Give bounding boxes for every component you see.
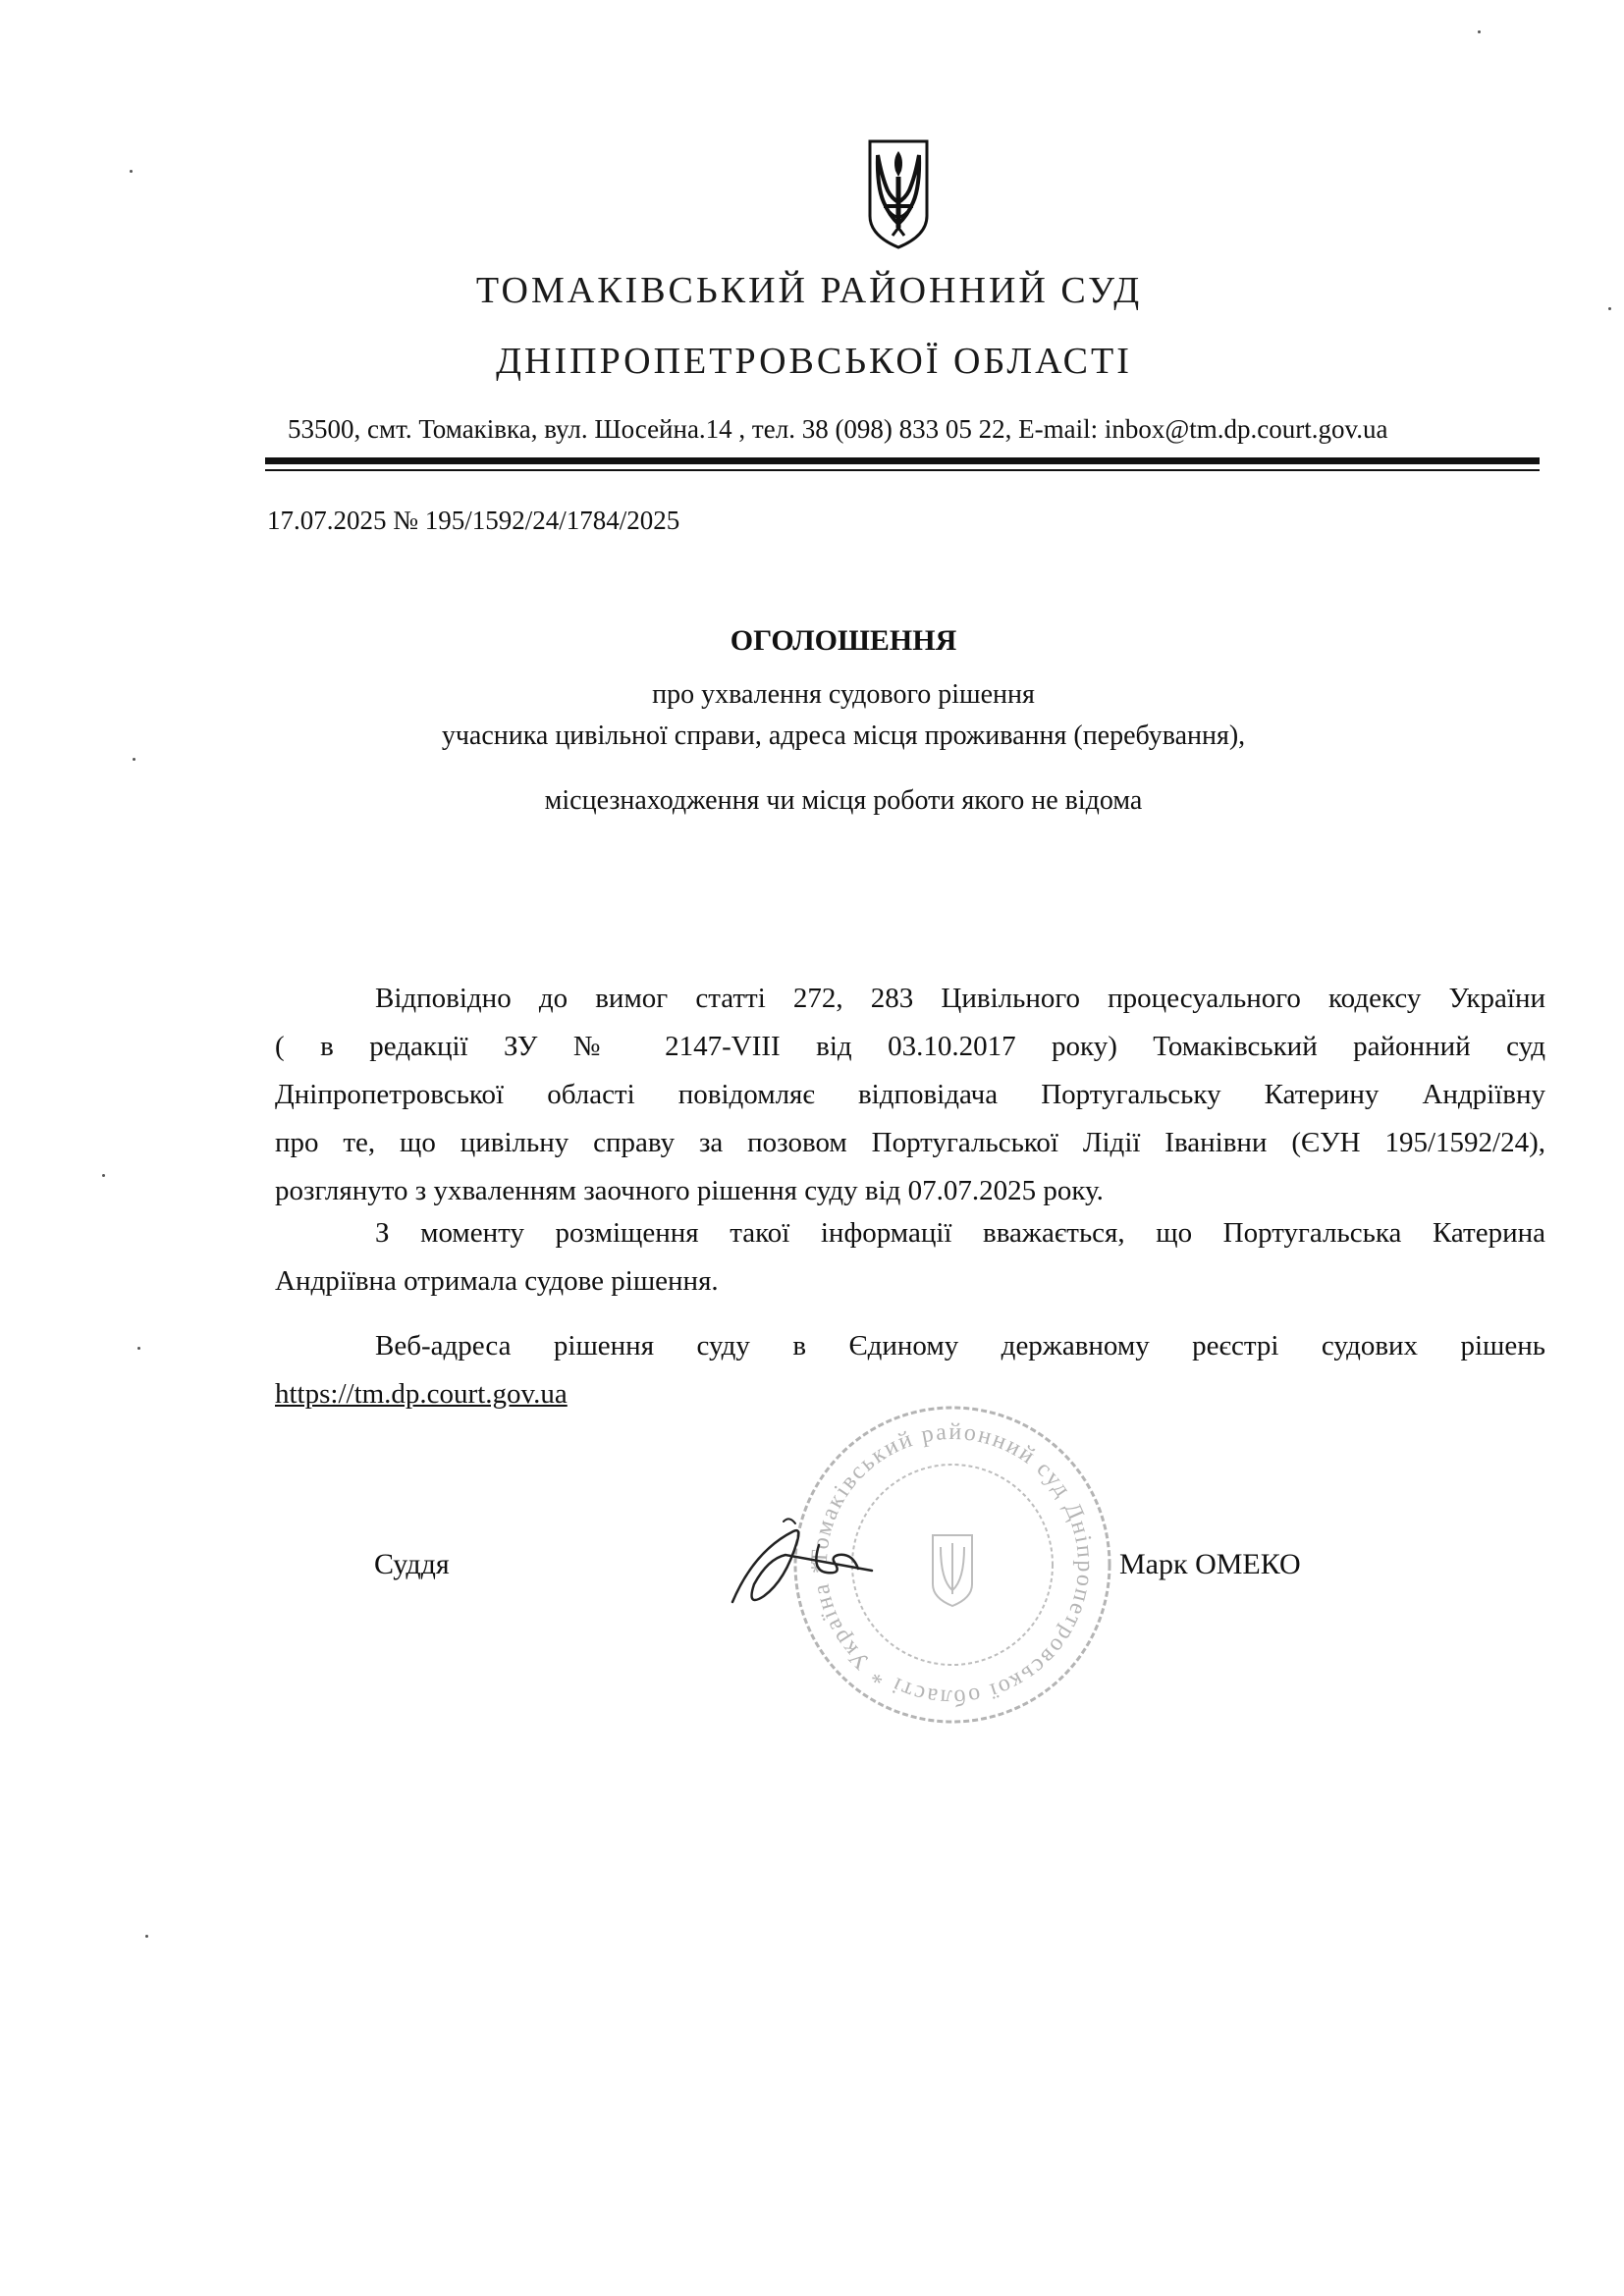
scan-speck [130, 170, 133, 173]
stamp-text: Томаківський районний суд Дніпропетровської області * Україна * [806, 1418, 1099, 1711]
court-name-line2: ДНІПРОПЕТРОВСЬКОЇ ОБЛАСТІ [496, 341, 1132, 382]
notice-title: ОГОЛОШЕННЯ [730, 624, 957, 657]
paragraph-1-line: Дніпропетровської області повідомляє відповідача Португальську Катерину Андріївну [275, 1079, 1545, 1110]
scan-speck [1478, 30, 1481, 33]
notice-subtitle-line2: учасника цивільної справи, адреса місця проживання (перебування), [441, 721, 1246, 751]
scan-speck [145, 1935, 148, 1938]
scan-speck [102, 1174, 105, 1177]
trident-emblem-icon [864, 137, 933, 251]
signer-name: Марк ОМЕКО [1119, 1548, 1301, 1580]
paragraph-3-line: Веб-адреса рішення суду в Єдиному державному реєстрі судових рішень [375, 1330, 1545, 1362]
notice-subtitle-line1: про ухвалення судового рішення [652, 679, 1035, 710]
paragraph-2-line: З моменту розміщення такої інформації вважається, що Португальська Катерина [375, 1217, 1545, 1249]
scan-speck [137, 1347, 140, 1350]
header-rule-thick [265, 457, 1540, 464]
handwritten-signature-icon [725, 1512, 892, 1620]
paragraph-2 [275, 1209, 1545, 1306]
paragraph-1-line: розглянуто з ухваленням заочного рішення суду від 07.07.2025 року. [275, 1175, 1104, 1206]
court-website-link[interactable]: https://tm.dp.court.gov.ua [275, 1378, 568, 1410]
scan-speck [133, 758, 135, 761]
paragraph-1-line: ( в редакції ЗУ № 2147-VIII від 03.10.2017 року) Томаківський районний суд [275, 1031, 1545, 1062]
outgoing-number: 17.07.2025 № 195/1592/24/1784/2025 [267, 506, 680, 535]
court-address: 53500, смт. Томаківка, вул. Шосейна.14 , тел. 38 (098) 833 05 22, E-mail: inbox@tm.dp.court.gov.ua [288, 414, 1388, 444]
paragraph-1-line: про те, що цивільну справу за позовом Португальської Лідії Іванівни (ЄУН 195/1592/24), [275, 1127, 1545, 1158]
paragraph-1 [275, 975, 1545, 1215]
paragraph-1-line: Відповідно до вимог статті 272, 283 Цивільного процесуального кодексу України [375, 983, 1545, 1014]
paragraph-2-line: Андріївна отримала судове рішення. [275, 1265, 719, 1297]
court-name-line1: ТОМАКІВСЬКИЙ РАЙОННИЙ СУД [475, 270, 1143, 311]
header-rule-thin [265, 469, 1540, 471]
notice-subtitle-line3: місцезнаходження чи місця роботи якого не відома [544, 785, 1143, 816]
signer-position: Суддя [374, 1548, 450, 1580]
scan-speck [1608, 307, 1611, 310]
